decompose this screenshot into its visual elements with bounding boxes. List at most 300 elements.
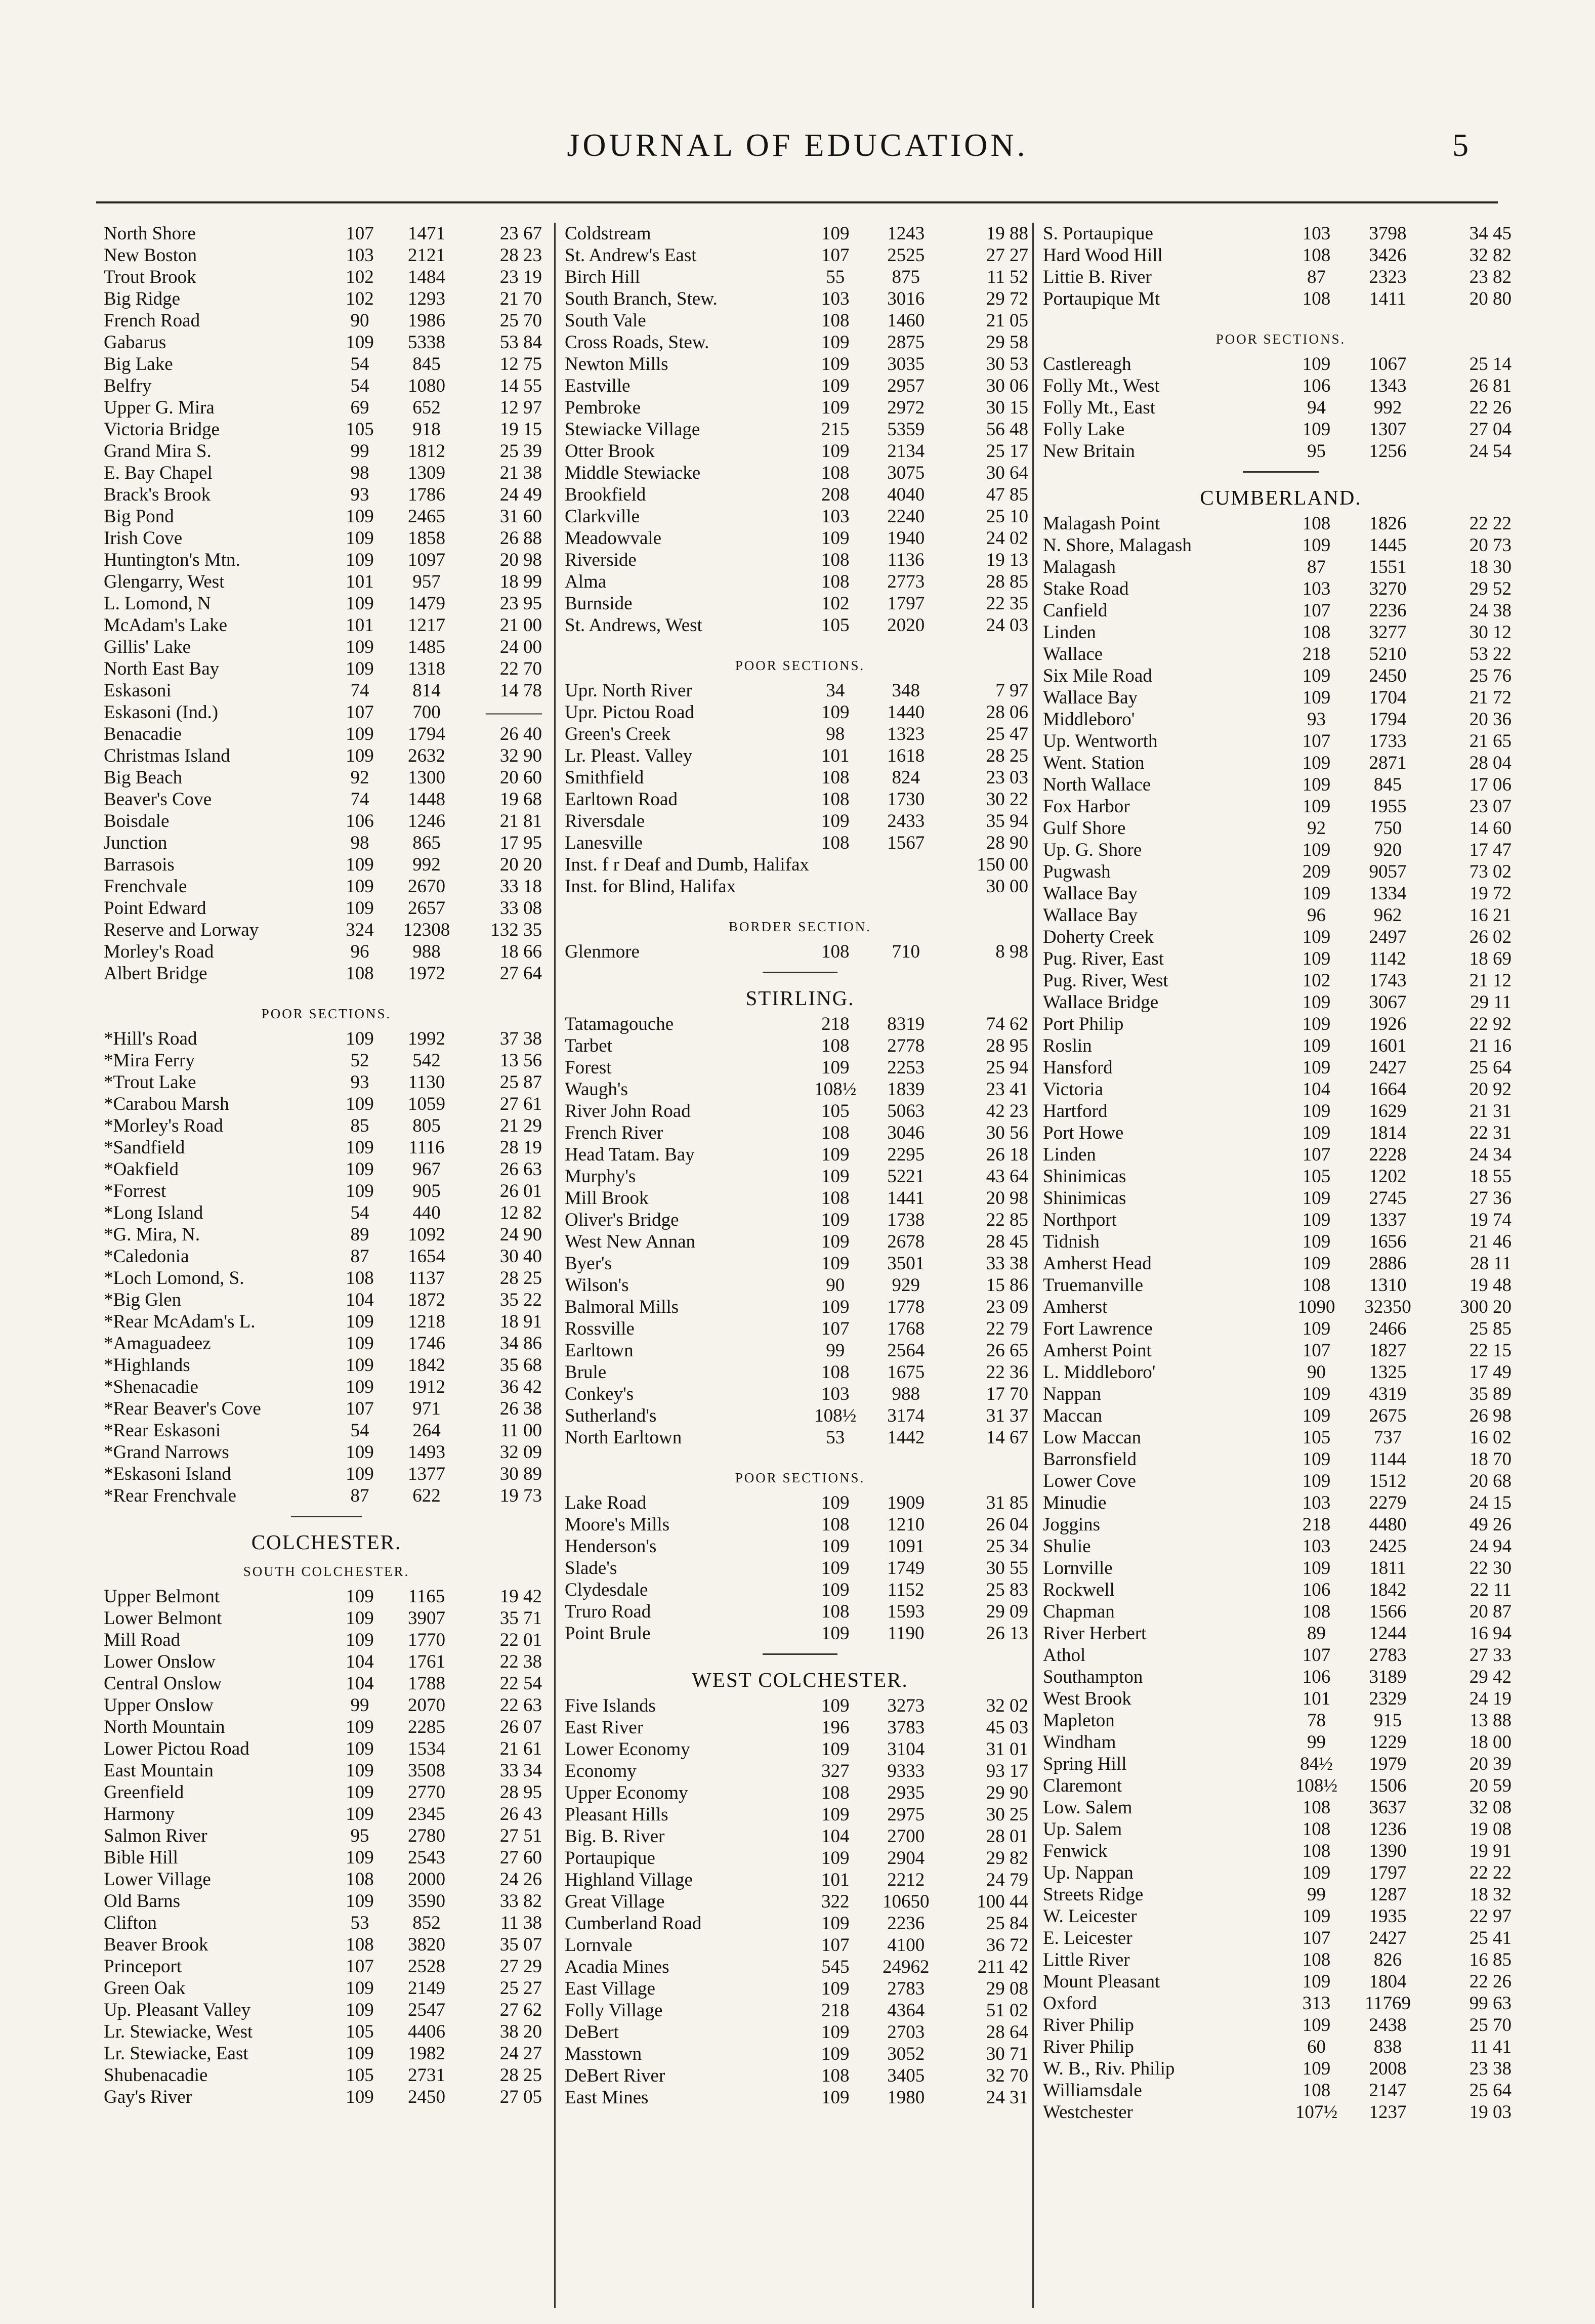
days-value: 107 [1302, 1645, 1331, 1666]
amount-value: 21 61 [499, 1738, 542, 1759]
section-name: McAdam's Lake [104, 615, 228, 636]
attendance-value: 348 [892, 680, 920, 701]
table-row [1043, 1536, 1519, 1557]
section-name: Streets Ridge [1043, 1884, 1144, 1905]
section-name: Lornvale [565, 1935, 633, 1956]
section-name: Littie B. River [1043, 267, 1152, 287]
section-name: River Philip [1043, 2037, 1134, 2057]
amount-value: 29 42 [1469, 1667, 1512, 1687]
amount-value: 24 79 [986, 1870, 1028, 1890]
days-value: 109 [1302, 840, 1331, 860]
section-name: Portaupique [565, 1848, 655, 1869]
amount-value: 20 98 [986, 1188, 1028, 1209]
attendance-value: 971 [412, 1398, 441, 1419]
section-name: Maccan [1043, 1405, 1103, 1426]
days-value: 215 [821, 419, 850, 440]
table-row [565, 1978, 1035, 2000]
section-name: Victoria Bridge [104, 419, 220, 440]
attendance-value: 2564 [887, 1340, 925, 1361]
section-name: Upper Onslow [104, 1695, 214, 1716]
days-value: 98 [350, 463, 369, 483]
attendance-value: 1839 [887, 1079, 925, 1100]
amount-value: 21 31 [1469, 1101, 1512, 1122]
amount-value: 27 60 [499, 1847, 542, 1868]
section-name: Spring Hill [1043, 1754, 1127, 1774]
days-value: 53 [350, 1913, 369, 1933]
amount-value: 27 05 [499, 2087, 542, 2107]
journal-title: JOURNAL OF EDUCATION. [567, 127, 1028, 163]
table-row [1043, 1579, 1519, 1601]
table-row [104, 1825, 549, 1847]
section-name: Earltown [565, 1340, 634, 1361]
days-value: 109 [346, 724, 374, 744]
days-value: 109 [346, 1333, 374, 1354]
days-value: 108 [1302, 245, 1331, 266]
days-value: 109 [1302, 883, 1331, 904]
table-row [1043, 375, 1519, 397]
days-value: 107 [1302, 1340, 1331, 1361]
attendance-value: 1770 [408, 1630, 445, 1650]
section-name: *Rear McAdam's L. [104, 1311, 256, 1332]
section-name: Little River [1043, 1949, 1130, 1970]
attendance-value: 2425 [1369, 1536, 1407, 1557]
table-row [565, 1536, 1035, 1557]
attendance-value: 1202 [1369, 1166, 1407, 1187]
section-name: *Grand Narrows [104, 1442, 229, 1463]
attendance-value: 1980 [887, 2087, 925, 2108]
amount-value: 18 55 [1469, 1166, 1512, 1187]
section-name: *Caledonia [104, 1246, 189, 1267]
table-row [565, 1253, 1035, 1274]
amount-value: 19 03 [1469, 2102, 1512, 2123]
table-row [104, 614, 549, 636]
days-value: 99 [1307, 1732, 1326, 1753]
days-value: 109 [821, 376, 850, 396]
attendance-value: 8319 [887, 1014, 925, 1034]
attendance-value: 2935 [887, 1782, 925, 1803]
table-row [1043, 1035, 1519, 1057]
attendance-value: 3016 [887, 288, 925, 309]
section-name: Williamsdale [1043, 2080, 1142, 2101]
days-value: 104 [346, 1673, 374, 1694]
amount-value: 29 08 [986, 1978, 1028, 1999]
days-value: 95 [1307, 441, 1326, 462]
attendance-value: 1142 [1369, 948, 1406, 969]
section-name: Coldstream [565, 223, 651, 244]
attendance-value: 4480 [1369, 1514, 1407, 1535]
table-row [104, 745, 549, 767]
days-value: 109 [346, 1028, 374, 1049]
attendance-value: 1237 [1369, 2102, 1407, 2123]
attendance-value: 5359 [887, 419, 925, 440]
table-row [565, 723, 1035, 745]
section-heading: CUMBERLAND. [1200, 486, 1362, 509]
days-value: 324 [346, 920, 374, 940]
section-name: Bible Hill [104, 1847, 178, 1868]
days-value: 109 [346, 637, 374, 657]
section-name: Lower Onslow [104, 1651, 216, 1672]
days-value: 101 [346, 571, 374, 592]
table-row [565, 549, 1035, 571]
attendance-value: 1484 [408, 267, 445, 287]
amount-value: 53 84 [499, 332, 542, 353]
days-value: 109 [346, 2043, 374, 2064]
section-name: Hartford [1043, 1101, 1108, 1122]
attendance-value: 814 [412, 680, 441, 701]
amount-value: 23 38 [1469, 2058, 1512, 2079]
section-name: Masstown [565, 2044, 642, 2064]
section-name: Lower Cove [1043, 1471, 1136, 1491]
table-row [1043, 1623, 1519, 1644]
table-row [104, 636, 549, 658]
days-value: 99 [1307, 1884, 1326, 1905]
days-value: 218 [1302, 1514, 1331, 1535]
attendance-value: 2295 [887, 1144, 925, 1165]
attendance-value: 2134 [887, 441, 925, 462]
table-row [1043, 244, 1519, 266]
section-name: Pembroke [565, 397, 641, 418]
section-name: Big Beach [104, 767, 183, 788]
attendance-value: 11769 [1364, 1993, 1411, 2014]
section-name: East Village [565, 1978, 655, 1999]
section-name: St. Andrews, West [565, 615, 702, 636]
attendance-value: 988 [412, 941, 441, 962]
attendance-value: 1318 [408, 658, 445, 679]
attendance-value: 1390 [1369, 1841, 1407, 1861]
section-name: Wilson's [565, 1275, 629, 1296]
section-name: *G. Mira, N. [104, 1224, 200, 1245]
section-name: Shubenacadie [104, 2065, 208, 2086]
days-value: 53 [826, 1427, 845, 1448]
table-row [565, 701, 1035, 723]
section-name: Chapman [1043, 1601, 1115, 1622]
amount-value: 29 72 [986, 288, 1028, 309]
amount-value: 211 42 [977, 1957, 1028, 1977]
amount-value: 34 45 [1469, 223, 1512, 244]
attendance-value: 2450 [1369, 666, 1407, 686]
section-name: Riversdale [565, 811, 645, 832]
section-name: Malagash [1043, 557, 1116, 577]
table-row [565, 1514, 1035, 1536]
table-row [104, 288, 549, 310]
attendance-value: 2240 [887, 506, 925, 527]
days-value: 109 [346, 1760, 374, 1781]
section-name: Trout Brook [104, 267, 196, 287]
attendance-value: 4364 [887, 2000, 925, 2021]
section-name: Eskasoni [104, 680, 172, 701]
table-section [1043, 310, 1519, 462]
table-row [1043, 1775, 1519, 1797]
table-row [565, 767, 1035, 788]
section-name: Folly Village [565, 2000, 663, 2021]
attendance-value: 2957 [887, 376, 925, 396]
table-row [1043, 1078, 1519, 1100]
days-value: 107 [1302, 731, 1331, 752]
section-name: Gillis' Lake [104, 637, 191, 657]
attendance-value: 1986 [408, 310, 445, 331]
attendance-value: 2279 [1369, 1492, 1407, 1513]
days-value: 104 [346, 1651, 374, 1672]
days-value: 109 [821, 2087, 850, 2108]
table-row [104, 1760, 549, 1781]
section-name: Went. Station [1043, 753, 1145, 773]
attendance-value: 1067 [1369, 354, 1407, 375]
column-3 [1032, 223, 1519, 2308]
table-section [104, 223, 549, 984]
section-name: Nappan [1043, 1384, 1102, 1404]
days-value: 109 [821, 223, 850, 244]
attendance-value: 805 [412, 1115, 441, 1136]
column-1 [104, 223, 549, 2108]
attendance-value: 1601 [1369, 1035, 1407, 1056]
table-row [565, 419, 1035, 440]
attendance-value: 2236 [887, 1913, 925, 1934]
section-name: Tarbet [565, 1035, 612, 1056]
section-name: Linden [1043, 1144, 1096, 1165]
section-name: Low. Salem [1043, 1797, 1132, 1818]
amount-value: ——— [486, 702, 542, 723]
amount-value: 23 07 [1469, 796, 1512, 817]
section-name: St. Andrew's East [565, 245, 697, 266]
attendance-value: 2678 [887, 1231, 925, 1252]
table-row [104, 1202, 549, 1224]
attendance-value: 992 [412, 854, 441, 875]
attendance-value: 1091 [887, 1536, 925, 1557]
amount-value: 25 85 [1469, 1318, 1512, 1339]
table-row [565, 1013, 1035, 1035]
attendance-value: 1733 [1369, 731, 1407, 752]
days-value: 101 [1302, 1688, 1331, 1709]
amount-value: 19 73 [499, 1485, 542, 1506]
amount-value: 24 19 [1469, 1688, 1512, 1709]
attendance-value: 3590 [408, 1891, 445, 1912]
days-value: 109 [821, 811, 850, 832]
days-value: 109 [346, 528, 374, 549]
attendance-value: 3046 [887, 1123, 925, 1143]
amount-value: 30 15 [986, 397, 1028, 418]
amount-value: 30 06 [986, 376, 1028, 396]
table-row [1043, 1688, 1519, 1710]
days-value: 109 [821, 1057, 850, 1078]
attendance-value: 1116 [408, 1137, 445, 1158]
amount-value: 22 11 [1470, 1580, 1512, 1600]
section-name: Lanesville [565, 833, 643, 853]
attendance-value: 2465 [408, 506, 445, 527]
section-name: Economy [565, 1761, 637, 1781]
days-value: 108½ [814, 1405, 857, 1426]
table-row [104, 1738, 549, 1760]
days-value: 109 [821, 1144, 850, 1165]
section-name: Up. Pleasant Valley [104, 2000, 251, 2020]
attendance-value: 2000 [408, 1869, 445, 1890]
section-name: Oxford [1043, 1993, 1097, 2014]
amount-value: 16 94 [1469, 1623, 1512, 1644]
section-name: Princeport [104, 1956, 182, 1977]
days-value: 107 [346, 702, 374, 723]
table-row [104, 1607, 549, 1629]
days-value: 108 [1302, 288, 1331, 309]
amount-value: 25 94 [986, 1057, 1028, 1078]
amount-value: 33 38 [986, 1253, 1028, 1274]
table-row [565, 1361, 1035, 1383]
amount-value: 24 27 [499, 2043, 542, 2064]
table-row [1043, 1710, 1519, 1731]
days-value: 109 [1302, 1405, 1331, 1426]
attendance-value: 1912 [408, 1377, 445, 1397]
attendance-value: 1926 [1369, 1014, 1407, 1034]
attendance-value: 1165 [408, 1586, 445, 1607]
table-row [104, 832, 549, 854]
attendance-value: 4040 [887, 484, 925, 505]
table-row [104, 419, 549, 440]
section-name: Albert Bridge [104, 963, 207, 984]
section-name: Gay's River [104, 2087, 192, 2107]
days-value: 106 [1302, 1667, 1331, 1687]
attendance-value: 3189 [1369, 1667, 1407, 1687]
days-value: 52 [350, 1050, 369, 1071]
table-row [1043, 1057, 1519, 1078]
section-name: Rockwell [1043, 1580, 1115, 1600]
table-row [104, 2064, 549, 2086]
days-value: 102 [1302, 970, 1331, 991]
amount-value: 19 48 [1469, 1275, 1512, 1296]
table-row [565, 1383, 1035, 1405]
days-value: 54 [350, 376, 369, 396]
attendance-value: 967 [412, 1159, 441, 1180]
section-name: Wallace Bay [1043, 883, 1138, 904]
section-name: Gabarus [104, 332, 166, 353]
table-row [1043, 861, 1519, 883]
table-row [565, 397, 1035, 419]
days-value: 109 [1302, 687, 1331, 708]
section-name: Mill Road [104, 1630, 181, 1650]
attendance-value: 838 [1373, 2037, 1402, 2057]
section-name: Barronsfield [1043, 1449, 1137, 1470]
table-row [1043, 796, 1519, 817]
section-name: Sutherland's [565, 1405, 657, 1426]
table-row [565, 484, 1035, 506]
table-row [104, 310, 549, 331]
table-row [104, 549, 549, 571]
attendance-value: 2783 [887, 1978, 925, 1999]
amount-value: 25 34 [986, 1536, 1028, 1557]
section-name: Waugh's [565, 1079, 628, 1100]
section-name: Tatamagouche [565, 1014, 674, 1034]
attendance-value: 1323 [887, 724, 925, 744]
table-row [1043, 2101, 1519, 2123]
table-row [1043, 578, 1519, 600]
amount-value: 26 65 [986, 1340, 1028, 1361]
amount-value: 27 64 [499, 963, 542, 984]
days-value: 109 [1302, 1971, 1331, 1992]
amount-value: 30 22 [986, 789, 1028, 810]
attendance-value: 1512 [1369, 1471, 1407, 1491]
table-row [565, 2021, 1035, 2043]
days-value: 89 [1307, 1623, 1326, 1644]
section-name: Up. Nappan [1043, 1862, 1134, 1883]
days-value: 60 [1307, 2037, 1326, 2057]
section-name: Belfry [104, 376, 152, 396]
table-row [104, 963, 549, 984]
table-row [104, 1224, 549, 1246]
attendance-value: 2632 [408, 745, 445, 766]
amount-value: 26 07 [499, 1717, 542, 1737]
days-value: 109 [821, 1536, 850, 1557]
amount-value: 25 64 [1469, 2080, 1512, 2101]
section-name: Eskasoni (Ind.) [104, 702, 219, 723]
table-row [565, 1405, 1035, 1427]
attendance-value: 2329 [1369, 1688, 1407, 1709]
table-row [1043, 621, 1519, 643]
attendance-value: 1794 [1369, 709, 1407, 730]
attendance-value: 9333 [887, 1761, 925, 1781]
section-name: Port Howe [1043, 1123, 1124, 1143]
section-name: Amherst Head [1043, 1253, 1152, 1274]
section-name: Benacadie [104, 724, 182, 744]
table-row [565, 1847, 1035, 1869]
days-value: 209 [1302, 861, 1331, 882]
section-name: Riverside [565, 550, 637, 570]
amount-value: 35 94 [986, 811, 1028, 832]
table-row [104, 1376, 549, 1398]
table-row [565, 288, 1035, 310]
days-value: 108½ [814, 1079, 857, 1100]
attendance-value: 2228 [1369, 1144, 1407, 1165]
section-heading: POOR SECTIONS. [1215, 331, 1346, 347]
section-name: Brookfield [565, 484, 646, 505]
table-row [104, 353, 549, 375]
amount-value: 21 65 [1469, 731, 1512, 752]
attendance-value: 3405 [887, 2065, 925, 2086]
section-gap [565, 636, 1035, 651]
attendance-value: 1593 [887, 1601, 925, 1622]
table-row [565, 832, 1035, 854]
section-name: North Shore [104, 223, 196, 244]
days-value: 108 [821, 1601, 850, 1622]
section-name: W. Leicester [1043, 1906, 1137, 1927]
attendance-value: 2427 [1369, 1928, 1407, 1948]
days-value: 109 [346, 1442, 374, 1463]
section-name: Upper G. Mira [104, 397, 215, 418]
attendance-value: 2345 [408, 1804, 445, 1824]
attendance-value: 30 00 [986, 876, 1028, 897]
table-row [1043, 1122, 1519, 1144]
days-value: 89 [350, 1224, 369, 1245]
page-number: 5 [1452, 127, 1468, 163]
days-value: 109 [1302, 354, 1331, 375]
days-value: 90 [1307, 1362, 1326, 1383]
table-row [104, 876, 549, 897]
attendance-value: 1629 [1369, 1101, 1407, 1122]
attendance-value: 3052 [887, 2044, 925, 2064]
attendance-value: 542 [412, 1050, 441, 1071]
table-row [1043, 1253, 1519, 1274]
table-row [104, 680, 549, 701]
table-row [565, 1782, 1035, 1804]
amount-value: 16 21 [1469, 905, 1512, 926]
days-value: 196 [821, 1717, 850, 1738]
amount-value: 25 70 [1469, 2015, 1512, 2036]
table-row [104, 1050, 549, 1071]
days-value: 108 [1302, 1601, 1331, 1622]
table-row [565, 1579, 1035, 1601]
section-name: Point Brule [565, 1623, 651, 1644]
amount-value: 28 06 [986, 702, 1028, 723]
table-row [1043, 1209, 1519, 1231]
days-value: 105 [346, 419, 374, 440]
attendance-value: 1979 [1369, 1754, 1407, 1774]
amount-value: 19 15 [499, 419, 542, 440]
